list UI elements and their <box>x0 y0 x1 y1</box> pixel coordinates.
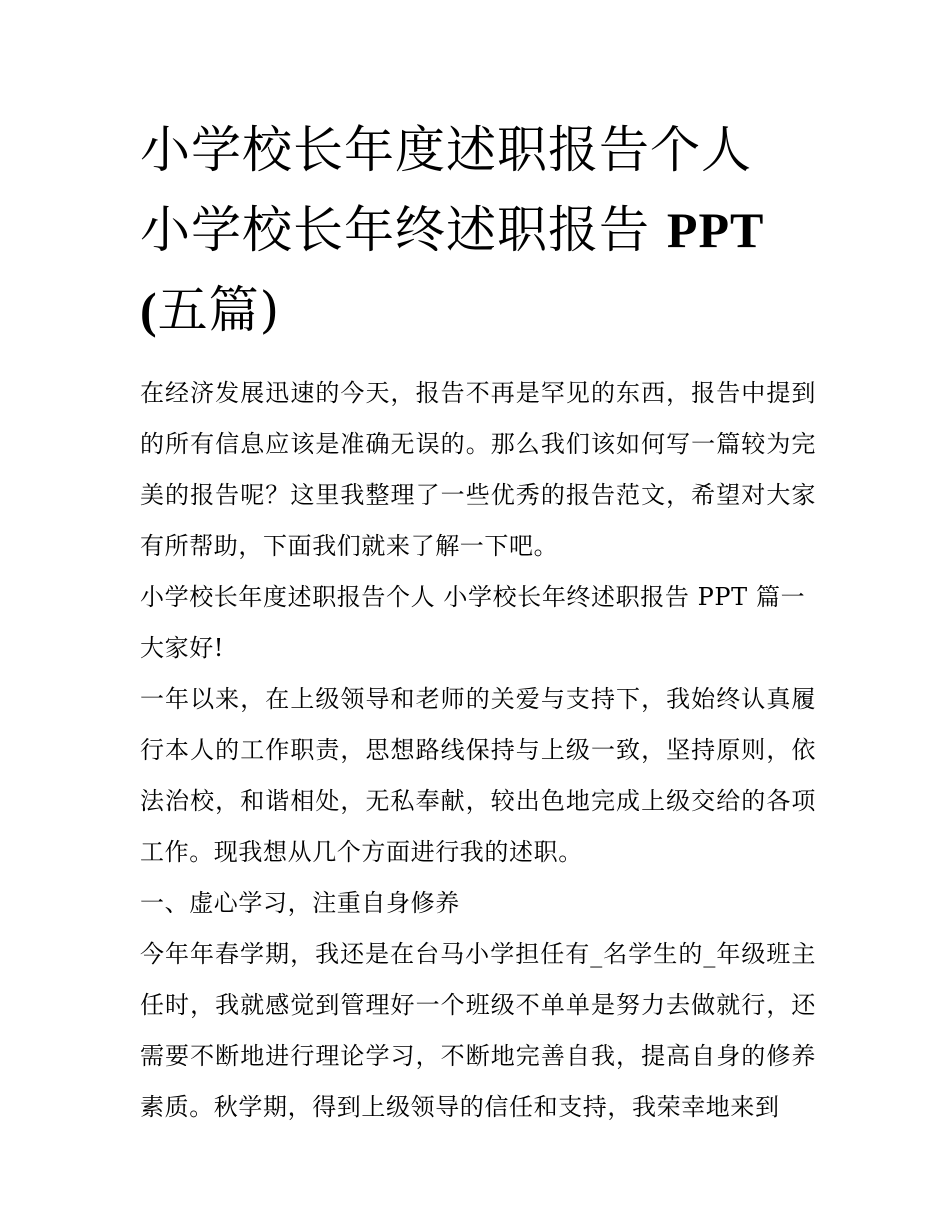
title-text-end: 五篇) <box>157 281 281 339</box>
document-title <box>140 110 816 350</box>
greeting: 大家好! <box>140 634 225 662</box>
subheading: 一、虚心学习，注重自身修养 <box>140 889 460 917</box>
document-content <box>140 110 816 1133</box>
intro-paragraph: 在经济发展迅速的今天，报告不再是罕见的东西，报告中提到的所有信息应该是准确无误的。那么我们该如何写一篇较为完美的报告呢？这里我整理了一些优秀的报告范文，希望对大家有所帮助，下面我们就来了解一下吧。 <box>140 379 816 560</box>
body-paragraph: 一年以来，在上级领导和老师的关爱与支持下，我始终认真履行本人的工作职责，思想路线保持与上级一致，坚持原则，依法治校，和谐相处，无私奉献，较出色地完成上级交给的各项工作。现我想从几个方面进行我的述职。 <box>140 685 816 866</box>
section-heading: 小学校长年度述职报告个人 小学校长年终述职报告 PPT 篇一 <box>140 583 806 611</box>
title-bold-text: PPT( <box>140 202 765 338</box>
title-text: 小学校长年度述职报告个人 小学校长年终述职报告 <box>140 121 752 259</box>
body-paragraph: 今年年春学期，我还是在台马小学担任有_名学生的_年级班主任时，我就感觉到管理好一个班级不单单是努力去做就行，还需要不断地进行理论学习，不断地完善自我，提高自身的修养素质。秋学期，得到上级领导的信任和支持，我荣幸地来到 <box>140 940 816 1121</box>
